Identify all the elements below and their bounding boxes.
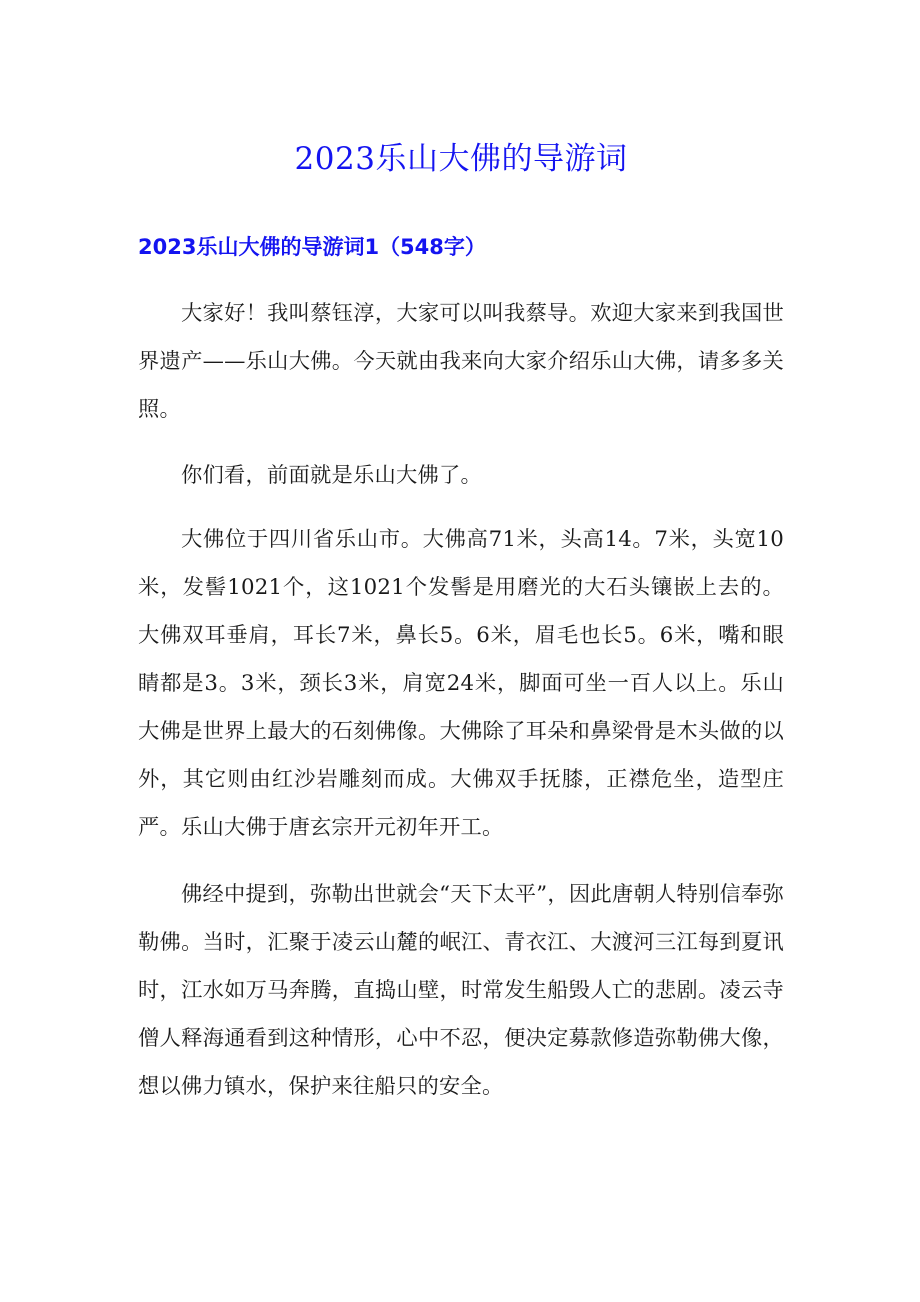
paragraph-look: 你们看，前面就是乐山大佛了。 [181,463,482,488]
paragraph-history: 佛经中提到，弥勒出世就会“天下太平”，因此唐朝人特别信奉弥勒佛。当时，汇聚于凌云山麓的岷江、青衣江、大渡河三江每到夏讯时，江水如万马奔腾，直捣山壁，时常发生船毁人亡的悲剧。凌云寺僧人释海通看到这种情形，心中不忍，便决定募款修造弥勒佛大像，想以佛力镇水，保护来往船只的安全。 [138,882,784,1099]
paragraph-dimensions: 大佛位于四川省乐山市。大佛高71米，头高14。7米，头宽10米，发髻1021个，这1021个发髻是用磨光的大石头镶嵌上去的。大佛双耳垂肩，耳长7米，鼻长5。6米，眉毛也长5。6米，嘴和眼睛都是3。3米，颈长3米，肩宽24米，脚面可坐一百人以上。乐山大佛是世界上最大的石刻佛像。大佛除了耳朵和鼻梁骨是木头做的以外，其它则由红沙岩雕刻而成。大佛双手抚膝，正襟危坐，造型庄严。乐山大佛于唐玄宗开元初年开工。 [138,527,784,840]
paragraph-greeting: 大家好！我叫蔡钰淳，大家可以叫我蔡导。欢迎大家来到我国世界遗产——乐山大佛。今天就由我来向大家介绍乐山大佛，请多多关照。 [138,301,784,422]
document-title: 2023乐山大佛的导游词 [294,141,628,177]
section-heading: 2023乐山大佛的导游词1（548字） [138,235,486,259]
